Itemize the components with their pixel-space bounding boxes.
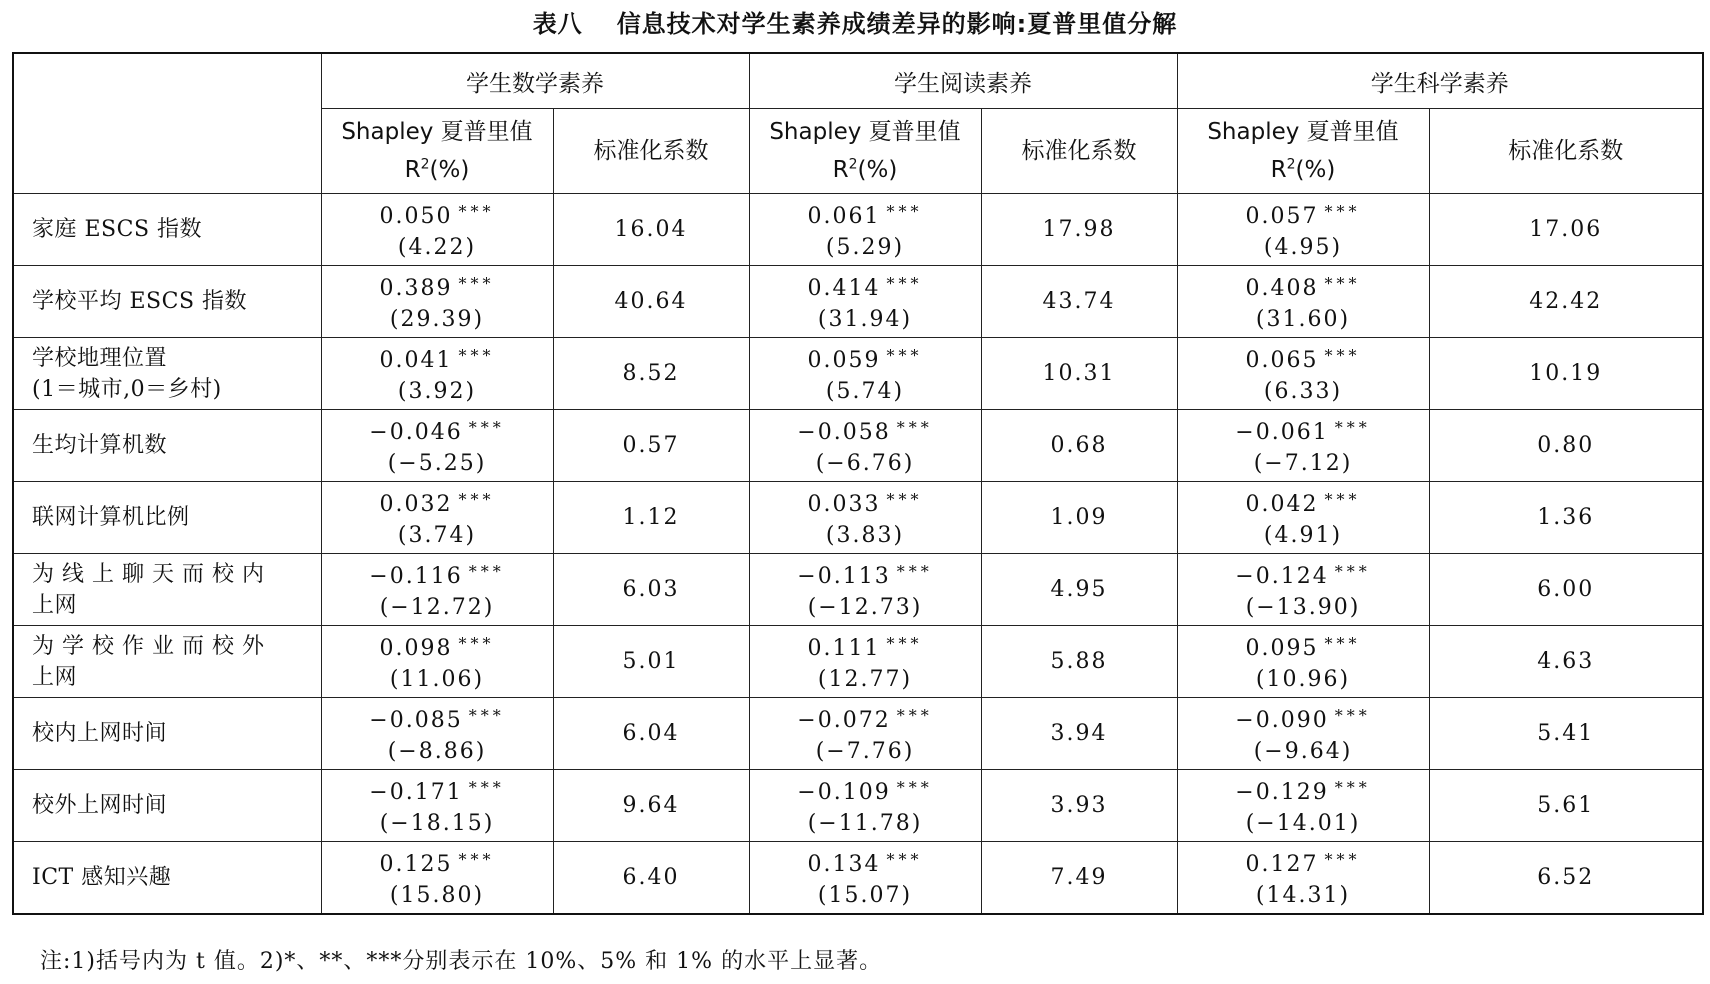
std-coef-cell-reading: 3.93 xyxy=(981,770,1177,842)
std-coef-cell-science: 17.06 xyxy=(1429,194,1703,266)
shapley-value: 0.127 xyxy=(1245,852,1319,877)
t-value: (−5.25) xyxy=(387,451,487,476)
row-label-line: 校外上网时间 xyxy=(32,793,168,818)
t-value: (3.83) xyxy=(825,523,905,548)
table-note: 注:1)括号内为 t 值。2)*、**、***分别表示在 10%、5% 和 1% 的水平上显著。 xyxy=(40,949,883,974)
shapley-cell-math xyxy=(321,554,553,626)
row-label-line: ICT 感知兴趣 xyxy=(32,865,172,890)
shapley-cell-science xyxy=(1177,770,1429,842)
shapley-value: 0.065 xyxy=(1245,348,1319,373)
std-coef-cell-science: 42.42 xyxy=(1429,266,1703,338)
significance-stars: *** xyxy=(458,346,495,365)
t-value: (4.91) xyxy=(1263,523,1343,548)
shapley-value: 0.414 xyxy=(807,276,881,301)
shapley-value: −0.046 xyxy=(369,420,463,445)
table-row xyxy=(13,338,1703,410)
significance-stars: *** xyxy=(896,562,933,581)
shapley-cell-science xyxy=(1177,338,1429,410)
shapley-cell-math xyxy=(321,626,553,698)
table-row xyxy=(13,410,1703,482)
shapley-value: 0.050 xyxy=(379,204,453,229)
std-coef-header-science: 标准化系数 xyxy=(1429,109,1703,194)
std-coef-cell-science: 5.61 xyxy=(1429,770,1703,842)
shapley-value: −0.116 xyxy=(369,564,463,589)
shapley-cell-math xyxy=(321,842,553,915)
shapley-value: 0.134 xyxy=(807,852,881,877)
shapley-cell-reading xyxy=(749,482,981,554)
shapley-cell-science xyxy=(1177,554,1429,626)
shapley-value: −0.113 xyxy=(797,564,891,589)
shapley-value: −0.090 xyxy=(1235,708,1329,733)
shapley-value: −0.109 xyxy=(797,780,891,805)
shapley-cell-science xyxy=(1177,194,1429,266)
significance-stars: *** xyxy=(896,706,933,725)
table-row xyxy=(13,698,1703,770)
significance-stars: *** xyxy=(468,418,505,437)
t-value: (6.33) xyxy=(1263,379,1343,404)
std-coef-cell-science: 1.36 xyxy=(1429,482,1703,554)
significance-stars: *** xyxy=(458,202,495,221)
std-coef-cell-reading: 17.98 xyxy=(981,194,1177,266)
shapley-header-math xyxy=(321,109,553,194)
t-value: (11.06) xyxy=(389,667,485,692)
std-coef-cell-science: 6.00 xyxy=(1429,554,1703,626)
table-row xyxy=(13,266,1703,338)
t-value: (14.31) xyxy=(1255,883,1351,908)
std-coef-cell-reading: 4.95 xyxy=(981,554,1177,626)
shapley-value: 0.057 xyxy=(1245,204,1319,229)
table-row xyxy=(13,194,1703,266)
std-coef-cell-math: 40.64 xyxy=(553,266,749,338)
t-value: (15.07) xyxy=(817,883,913,908)
t-value: (5.29) xyxy=(825,235,905,260)
shapley-cell-math xyxy=(321,194,553,266)
significance-stars: *** xyxy=(1334,706,1371,725)
t-value: (12.77) xyxy=(817,667,913,692)
significance-stars: *** xyxy=(1324,274,1361,293)
shapley-cell-reading xyxy=(749,770,981,842)
significance-stars: *** xyxy=(468,706,505,725)
std-coef-cell-reading: 0.68 xyxy=(981,410,1177,482)
shapley-value: −0.085 xyxy=(369,708,463,733)
row-label-line: 联网计算机比例 xyxy=(32,505,190,530)
significance-stars: *** xyxy=(458,634,495,653)
shapley-header-line1: Shapley 夏普里值 xyxy=(1207,119,1399,146)
significance-stars: *** xyxy=(1334,562,1371,581)
shapley-value: 0.125 xyxy=(379,852,453,877)
shapley-value: 0.098 xyxy=(379,636,453,661)
shapley-value: 0.095 xyxy=(1245,636,1319,661)
significance-stars: *** xyxy=(886,346,923,365)
std-coef-cell-math: 5.01 xyxy=(553,626,749,698)
t-value: (10.96) xyxy=(1255,667,1351,692)
t-value: (−7.76) xyxy=(815,739,915,764)
significance-stars: *** xyxy=(886,490,923,509)
t-value: (−9.64) xyxy=(1253,739,1353,764)
row-label xyxy=(13,482,321,554)
shapley-cell-reading xyxy=(749,698,981,770)
table-body xyxy=(13,194,1703,915)
shapley-cell-science xyxy=(1177,698,1429,770)
t-value: (31.94) xyxy=(817,307,913,332)
shapley-value: 0.041 xyxy=(379,348,453,373)
std-coef-cell-math: 9.64 xyxy=(553,770,749,842)
significance-stars: *** xyxy=(896,418,933,437)
group-header-reading: 学生阅读素养 xyxy=(749,53,1177,109)
shapley-value: 0.111 xyxy=(807,636,881,661)
std-coef-cell-reading: 7.49 xyxy=(981,842,1177,915)
std-coef-cell-reading: 1.09 xyxy=(981,482,1177,554)
shapley-value: 0.408 xyxy=(1245,276,1319,301)
shapley-value: −0.072 xyxy=(797,708,891,733)
t-value: (4.22) xyxy=(397,235,477,260)
shapley-header-line2: $R^2(\%)$ xyxy=(1270,156,1336,183)
row-label-line: 为学校作业而校外 xyxy=(32,633,273,659)
row-label-line: 学校平均 ESCS 指数 xyxy=(32,289,248,314)
shapley-header-line2: $R^2(\%)$ xyxy=(404,156,470,183)
std-coef-cell-reading: 5.88 xyxy=(981,626,1177,698)
shapley-header-line1: Shapley 夏普里值 xyxy=(341,119,533,146)
row-label xyxy=(13,842,321,915)
std-coef-cell-math: 6.04 xyxy=(553,698,749,770)
t-value: (15.80) xyxy=(389,883,485,908)
std-coef-cell-math: 6.03 xyxy=(553,554,749,626)
significance-stars: *** xyxy=(458,274,495,293)
table-row xyxy=(13,770,1703,842)
row-label-line: 为线上聊天而校内 xyxy=(32,561,273,587)
group-header-math: 学生数学素养 xyxy=(321,53,749,109)
significance-stars: *** xyxy=(886,274,923,293)
significance-stars: *** xyxy=(458,490,495,509)
shapley-value: 0.389 xyxy=(379,276,453,301)
shapley-cell-reading xyxy=(749,410,981,482)
table-row xyxy=(13,554,1703,626)
shapley-cell-math xyxy=(321,266,553,338)
shapley-value: −0.058 xyxy=(797,420,891,445)
std-coef-cell-science: 6.52 xyxy=(1429,842,1703,915)
t-value: (−12.72) xyxy=(379,595,495,620)
shapley-cell-science xyxy=(1177,266,1429,338)
shapley-cell-math xyxy=(321,698,553,770)
shapley-header-line1: Shapley 夏普里值 xyxy=(769,119,961,146)
table-number: 表八 xyxy=(532,10,583,38)
shapley-cell-science xyxy=(1177,842,1429,915)
row-label-line: 校内上网时间 xyxy=(32,721,168,746)
std-coef-cell-reading: 3.94 xyxy=(981,698,1177,770)
row-label xyxy=(13,554,321,626)
significance-stars: *** xyxy=(1324,634,1361,653)
table-title xyxy=(0,4,1710,39)
t-value: (3.74) xyxy=(397,523,477,548)
row-label xyxy=(13,698,321,770)
t-value: (−8.86) xyxy=(387,739,487,764)
shapley-value: −0.061 xyxy=(1235,420,1329,445)
std-coef-cell-science: 10.19 xyxy=(1429,338,1703,410)
t-value: (5.74) xyxy=(825,379,905,404)
shapley-value: −0.171 xyxy=(369,780,463,805)
significance-stars: *** xyxy=(1324,850,1361,869)
shapley-cell-math xyxy=(321,338,553,410)
std-coef-cell-math: 16.04 xyxy=(553,194,749,266)
t-value: (29.39) xyxy=(389,307,485,332)
row-label-line: 上网 xyxy=(32,664,78,690)
shapley-cell-reading xyxy=(749,842,981,915)
shapley-cell-math xyxy=(321,410,553,482)
table-row xyxy=(13,482,1703,554)
shapley-value: 0.042 xyxy=(1245,492,1319,517)
std-coef-cell-science: 0.80 xyxy=(1429,410,1703,482)
group-header-science: 学生科学素养 xyxy=(1177,53,1703,109)
shapley-value: 0.061 xyxy=(807,204,881,229)
shapley-header-reading xyxy=(749,109,981,194)
shapley-value: −0.124 xyxy=(1235,564,1329,589)
row-label-line: 生均计算机数 xyxy=(32,433,168,458)
std-coef-cell-math: 0.57 xyxy=(553,410,749,482)
significance-stars: *** xyxy=(458,850,495,869)
shapley-value: 0.033 xyxy=(807,492,881,517)
significance-stars: *** xyxy=(468,778,505,797)
significance-stars: *** xyxy=(896,778,933,797)
std-coef-cell-reading: 43.74 xyxy=(981,266,1177,338)
shapley-cell-reading xyxy=(749,626,981,698)
shapley-cell-reading xyxy=(749,266,981,338)
t-value: (−7.12) xyxy=(1253,451,1353,476)
shapley-cell-science xyxy=(1177,626,1429,698)
significance-stars: *** xyxy=(1324,202,1361,221)
std-coef-cell-math: 1.12 xyxy=(553,482,749,554)
std-coef-cell-science: 4.63 xyxy=(1429,626,1703,698)
significance-stars: *** xyxy=(886,634,923,653)
significance-stars: *** xyxy=(1334,418,1371,437)
row-label-line: (1＝城市,0＝乡村) xyxy=(32,376,222,402)
corner-header xyxy=(13,53,321,194)
shapley-value: 0.032 xyxy=(379,492,453,517)
significance-stars: *** xyxy=(1334,778,1371,797)
shapley-cell-science xyxy=(1177,482,1429,554)
shapley-cell-math xyxy=(321,770,553,842)
significance-stars: *** xyxy=(1324,490,1361,509)
t-value: (−18.15) xyxy=(379,811,495,836)
row-label-line: 上网 xyxy=(32,592,78,618)
t-value: (31.60) xyxy=(1255,307,1351,332)
significance-stars: *** xyxy=(886,850,923,869)
shapley-cell-math xyxy=(321,482,553,554)
shapley-header-line2: $R^2(\%)$ xyxy=(832,156,898,183)
results-table xyxy=(12,52,1704,915)
row-label xyxy=(13,338,321,410)
t-value: (−6.76) xyxy=(815,451,915,476)
std-coef-cell-science: 5.41 xyxy=(1429,698,1703,770)
shapley-header-science xyxy=(1177,109,1429,194)
shapley-value: −0.129 xyxy=(1235,780,1329,805)
shapley-cell-reading xyxy=(749,338,981,410)
shapley-cell-reading xyxy=(749,554,981,626)
table-caption: 信息技术对学生素养成绩差异的影响:夏普里值分解 xyxy=(616,10,1178,38)
row-label xyxy=(13,410,321,482)
row-label xyxy=(13,266,321,338)
table-row xyxy=(13,842,1703,915)
t-value: (4.95) xyxy=(1263,235,1343,260)
significance-stars: *** xyxy=(1324,346,1361,365)
shapley-cell-science xyxy=(1177,410,1429,482)
significance-stars: *** xyxy=(468,562,505,581)
t-value: (3.92) xyxy=(397,379,477,404)
row-label xyxy=(13,770,321,842)
row-label-line: 家庭 ESCS 指数 xyxy=(32,217,203,242)
significance-stars: *** xyxy=(886,202,923,221)
row-label xyxy=(13,194,321,266)
std-coef-cell-math: 8.52 xyxy=(553,338,749,410)
table-row xyxy=(13,626,1703,698)
std-coef-cell-reading: 10.31 xyxy=(981,338,1177,410)
t-value: (−11.78) xyxy=(807,811,923,836)
t-value: (−12.73) xyxy=(807,595,923,620)
std-coef-header-math: 标准化系数 xyxy=(553,109,749,194)
std-coef-header-reading: 标准化系数 xyxy=(981,109,1177,194)
t-value: (−13.90) xyxy=(1245,595,1361,620)
shapley-cell-reading xyxy=(749,194,981,266)
t-value: (−14.01) xyxy=(1245,811,1361,836)
row-label xyxy=(13,626,321,698)
std-coef-cell-math: 6.40 xyxy=(553,842,749,915)
shapley-value: 0.059 xyxy=(807,348,881,373)
row-label-line: 学校地理位置 xyxy=(32,345,168,371)
